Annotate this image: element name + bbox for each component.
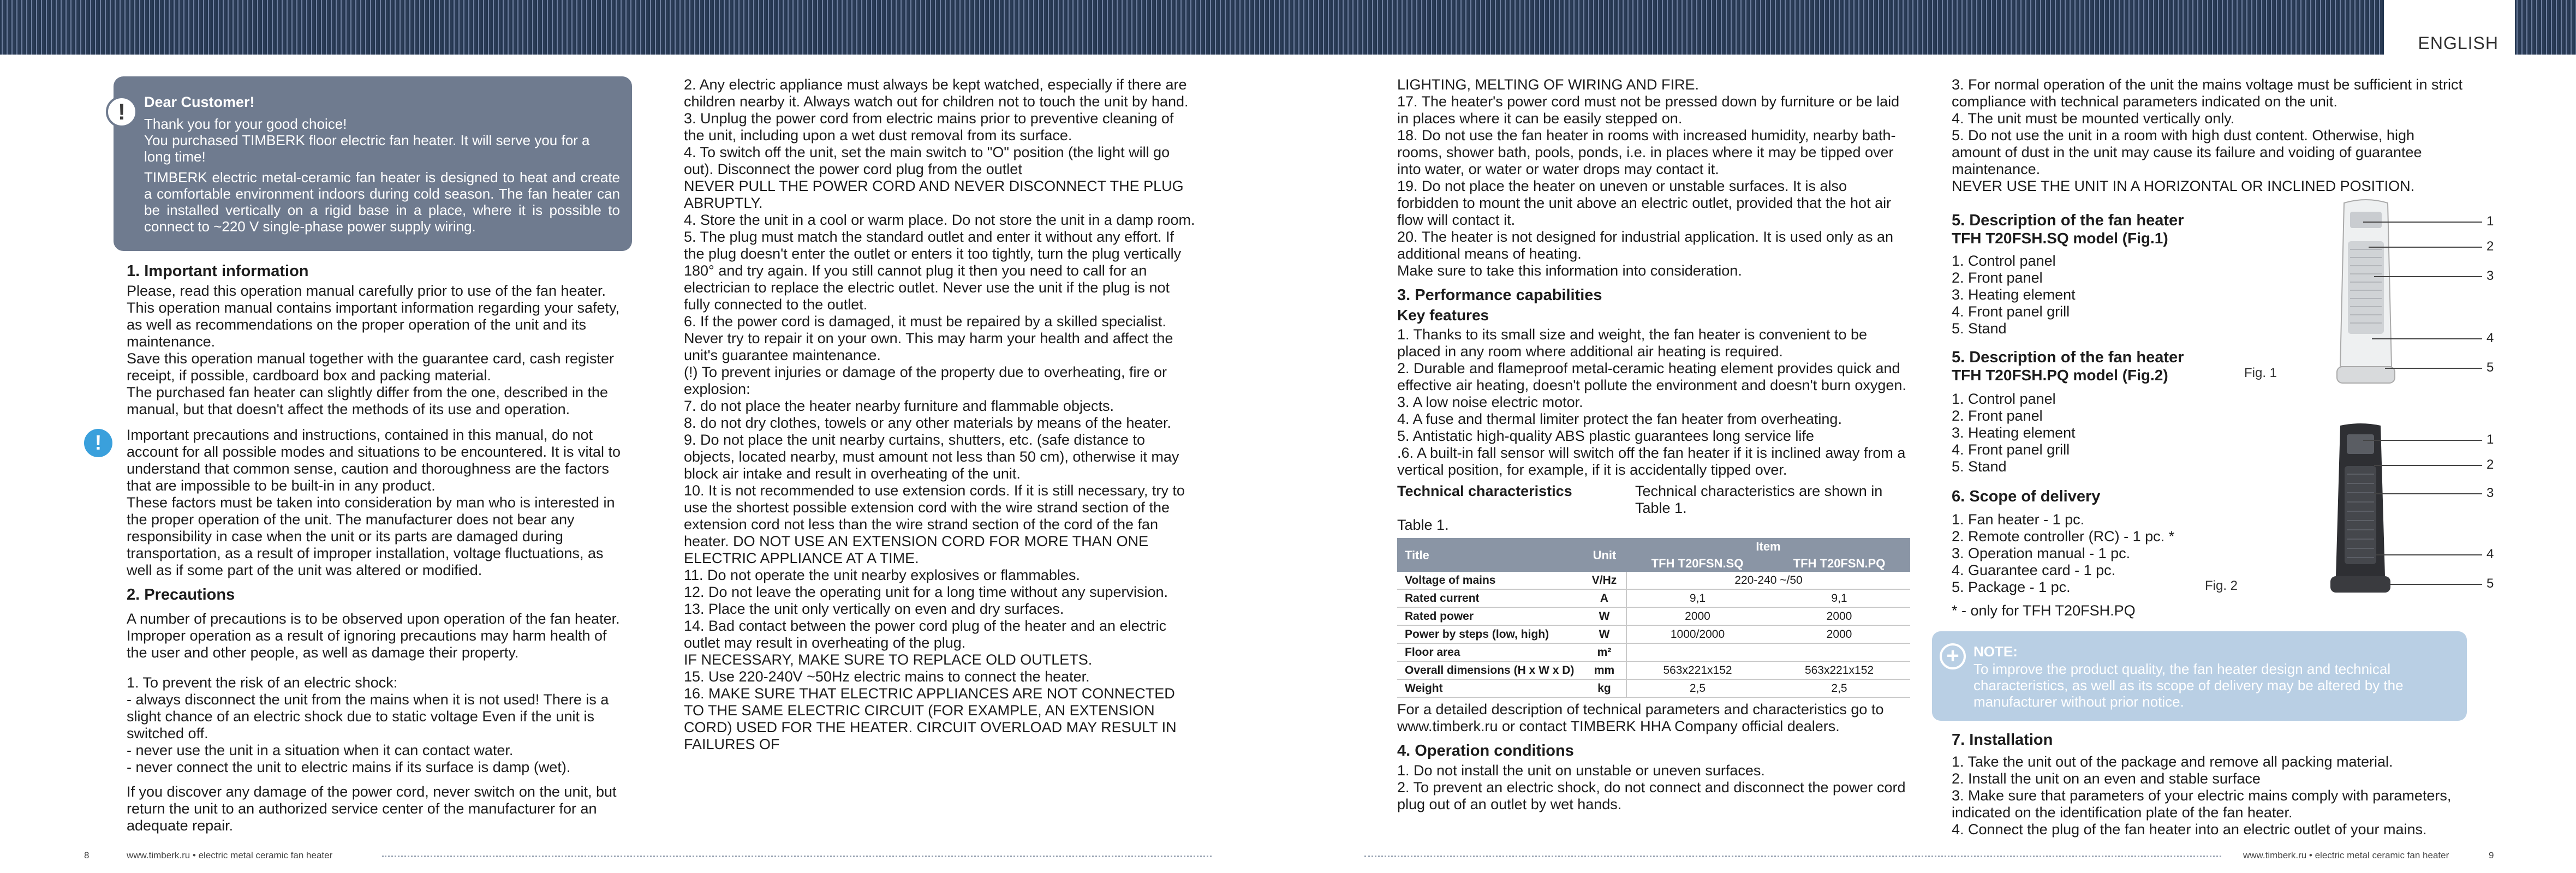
- cell-title: Rated current: [1397, 589, 1583, 607]
- cond-3: 3. For normal operation of the unit the mains voltage must be sufficient in strict compliance with technical parameters indicated on the unit.: [1952, 76, 2462, 110]
- cell-pq: 2000: [1768, 607, 1910, 625]
- callout-num: 1: [2486, 214, 2494, 229]
- item-16-cont: LIGHTING, MELTING OF WIRING AND FIRE.: [1397, 76, 1700, 93]
- item-2: 2. Any electric appliance must always be kept watched, especially if there are children nearby it. Always watch out for children not to touch the unit by hand.: [684, 76, 1189, 110]
- section5a-model: TFH T20FSH.SQ model (Fig.1): [1952, 230, 2168, 247]
- item-17: 17. The heater's power cord must not be pressed down by furniture or be laid in places where it can be easily stepped on.: [1397, 93, 1900, 127]
- column-3: [1397, 76, 1910, 813]
- install-3: 3. Make sure that parameters of your electric mains comply with parameters, indicated on the identification plate of the fan heater.: [1952, 787, 2452, 821]
- section3-title: 3. Performance capabilities: [1397, 286, 1602, 304]
- callout-num: 2: [2486, 239, 2494, 254]
- feature-3: 3. A low noise electric motor.: [1397, 394, 1583, 410]
- delivery-2: 2. Remote controller (RC) - 1 pc. *: [1952, 528, 2175, 545]
- left-footer-text: www.timberk.ru • electric metal ceramic fan heater: [127, 850, 333, 860]
- right-page-number: 9: [2489, 850, 2494, 860]
- delivery-4: 4. Guarantee card - 1 pc.: [1952, 562, 2116, 578]
- shock-1: - always disconnect the unit from the mains when it is not used! There is a slight chance of an electric shock due to static voltage Even if the unit is switched off.: [127, 691, 609, 742]
- cell-pq: 2,5: [1768, 679, 1910, 697]
- feature-6: .6. A built-in fall sensor will switch off the fan heater if it is inclined away from a vertical position, for example, if it is accidentally tipped over.: [1397, 445, 1906, 478]
- callout-num: 3: [2486, 268, 2494, 283]
- cell-sq: 2,5: [1626, 679, 1768, 697]
- cond-5: 5. Do not use the unit in a room with high dust content. Otherwise, high amount of dust in the unit may cause its failure and voiding of guarantee maintenance.: [1952, 127, 2422, 177]
- part-3: 3. Heating element: [1952, 286, 2076, 303]
- cell-pq: 2000: [1768, 625, 1910, 643]
- customer-line1: Thank you for your good choice!: [144, 116, 347, 132]
- cell-sq: 2000: [1626, 607, 1768, 625]
- section2-intro: A number of precautions is to be observed upon operation of the fan heater. Improper operation as a result of ignoring precautions may harm health of the user and other people, as well as damage their property.: [127, 611, 620, 661]
- feature-5: 5. Antistatic high-quality ABS plastic guarantees long service life: [1397, 428, 1814, 444]
- callout-num: 1: [2486, 432, 2494, 447]
- part-5: 5. Stand: [1952, 320, 2007, 337]
- column-1: [94, 76, 629, 834]
- callout-line: [2374, 276, 2482, 277]
- item-6: 6. If the power cord is damaged, it must be repaired by a skilled specialist. Never try to repair it on your own. This may harm your health and affect the unit's guarantee maintenance.: [684, 313, 1173, 363]
- only-pq-note: * - only for TFH T20FSH.PQ: [1952, 602, 2136, 619]
- section1-p4: These factors must be taken into consideration by man who is interested in the proper operation of the unit. The manufacturer does not bear any responsibility in case when the unit or its parts are damaged during transportation, as a result of improper installation, voltage fluctuations, as well as if some part of the unit was altered or modified.: [127, 494, 615, 578]
- item-4b: NEVER PULL THE POWER CORD AND NEVER DISCONNECT THE PLUG ABRUPTLY.: [684, 178, 1184, 211]
- section1-p2: Save this operation manual together with the guarantee card, cash register receipt, if possible, cardboard box and packing material.: [127, 350, 615, 384]
- cell-unit: m²: [1583, 643, 1626, 661]
- callout-num: 2: [2486, 457, 2494, 472]
- part-2b: 2. Front panel: [1952, 408, 2043, 424]
- part-3b: 3. Heating element: [1952, 424, 2076, 441]
- col-unit-header: Unit: [1583, 538, 1626, 572]
- part-5b: 5. Stand: [1952, 458, 2007, 475]
- cell-pq: 563x221x152: [1768, 661, 1910, 679]
- callout-line: [2385, 368, 2482, 369]
- table-footnote: For a detailed description of technical parameters and characteristics go to www.timberk.ru or contact TIMBERK HHA Company official dealers.: [1397, 701, 1884, 734]
- cell-unit: W: [1583, 607, 1626, 625]
- fan-heater-dark-image: [2325, 422, 2396, 597]
- cell-unit: A: [1583, 589, 1626, 607]
- install-2: 2. Install the unit on an even and stable surface: [1952, 770, 2261, 787]
- operation-2: 2. To prevent an electric shock, do not connect and disconnect the power cord plug out of an outlet by wet hands.: [1397, 779, 1906, 812]
- item-20: 20. The heater is not designed for industrial application. It is used only as an additional means of heating.: [1397, 229, 1894, 262]
- cell-title: Voltage of mains: [1397, 572, 1583, 589]
- callout-line: [2374, 465, 2482, 466]
- section2-title: 2. Precautions: [127, 586, 235, 603]
- item-19: 19. Do not place the heater on uneven or unstable surfaces. It is also forbidden to mount the unit above an electric outlet, provided that the hot air flow will contact it.: [1397, 178, 1892, 228]
- item-15: 15. Use 220-240V ~50Hz electric mains to connect the heater.: [684, 668, 1090, 685]
- item-13: 13. Place the unit only vertically on even and dry surfaces.: [684, 601, 1064, 617]
- cond-4: 4. The unit must be mounted vertically only.: [1952, 110, 2235, 127]
- cond-6: NEVER USE THE UNIT IN A HORIZONTAL OR INCLINED POSITION.: [1952, 178, 2415, 194]
- part-1b: 1. Control panel: [1952, 391, 2056, 407]
- fan-heater-white-image: [2330, 198, 2401, 388]
- fig1-label: Fig. 1: [2244, 366, 2277, 380]
- table-row: [1397, 625, 1910, 643]
- cell-unit: W: [1583, 625, 1626, 643]
- feature-4: 4. A fuse and thermal limiter protect the fan heater from overheating.: [1397, 411, 1842, 427]
- note-box: [1932, 631, 2467, 721]
- part-1: 1. Control panel: [1952, 253, 2056, 269]
- customer-line2: You purchased TIMBERK floor electric fan heater. It will serve you for a long time!: [144, 132, 590, 165]
- part-4b: 4. Front panel grill: [1952, 441, 2070, 458]
- language-tab: [2384, 0, 2515, 55]
- plus-icon: +: [1940, 643, 1966, 669]
- callout-num: 3: [2486, 486, 2494, 500]
- callout-line: [2374, 493, 2482, 494]
- delivery-1: 1. Fan heater - 1 pc.: [1952, 511, 2085, 528]
- key-features-title: Key features: [1397, 307, 1489, 324]
- cell-unit: V/Hz: [1583, 572, 1626, 589]
- item-14b: IF NECESSARY, MAKE SURE TO REPLACE OLD OUTLETS.: [684, 651, 1093, 668]
- delivery-5: 5. Package - 1 pc.: [1952, 579, 2071, 595]
- table-row: [1397, 607, 1910, 625]
- feature-1: 1. Thanks to its small size and weight, the fan heater is convenient to be placed in any room where additional air heating is required.: [1397, 326, 1867, 360]
- section7-title: 7. Installation: [1952, 731, 2053, 749]
- tech-table: [1397, 538, 1910, 698]
- col-title-header: Title: [1397, 538, 1583, 572]
- item-20b: Make sure to take this information into consideration.: [1397, 262, 1742, 279]
- callout-num: 5: [2486, 576, 2494, 591]
- right-footer-text: www.timberk.ru • electric metal ceramic fan heater: [2243, 850, 2449, 860]
- section5b-title: 5. Description of the fan heater: [1952, 349, 2184, 366]
- part-2: 2. Front panel: [1952, 270, 2043, 286]
- section6-title: 6. Scope of delivery: [1952, 488, 2101, 505]
- section5b-model: TFH T20FSH.PQ model (Fig.2): [1952, 367, 2168, 384]
- shock-2: - never use the unit in a situation when it can contact water.: [127, 742, 514, 758]
- callout-line: [2363, 440, 2482, 441]
- cell-sq: 563x221x152: [1626, 661, 1768, 679]
- item-11: 11. Do not operate the unit nearby explosives or flammables.: [684, 567, 1080, 583]
- cell-title: Floor area: [1397, 643, 1583, 661]
- table-row: [1397, 661, 1910, 679]
- section1-info: Important precautions and instructions, contained in this manual, do not account for all possible modes and situations to be encountered. It is vital to understand that common sense, caution and thoroughness are the factors that are impossible to be built-in in any product.: [127, 427, 621, 494]
- item-6b: (!) To prevent injuries or damage of the property due to overheating, fire or explosion:: [684, 364, 1167, 397]
- install-4: 4. Connect the plug of the fan heater into an electric outlet of your mains.: [1952, 821, 2427, 838]
- damage-text: If you discover any damage of the power cord, never switch on the unit, but return the unit to an authorized service center of the manufacturer for an adequate repair.: [127, 784, 617, 834]
- info-icon: !: [84, 429, 112, 457]
- shock-title: 1. To prevent the risk of an electric shock:: [127, 674, 398, 691]
- cell-sq: 9,1: [1626, 589, 1768, 607]
- item-12: 12. Do not leave the operating unit for a long time without any supervision.: [684, 584, 1168, 600]
- cell-unit: mm: [1583, 661, 1626, 679]
- item-4c: 4. Store the unit in a cool or warm place. Do not store the unit in a damp room.: [684, 212, 1195, 228]
- item-7: 7. do not place the heater nearby furniture and flammable objects.: [684, 398, 1114, 414]
- footer-dots: [382, 856, 1212, 857]
- left-page-number: 8: [84, 850, 90, 860]
- cell-title: Overall dimensions (H x W x D): [1397, 661, 1583, 679]
- customer-title: Dear Customer!: [144, 94, 255, 110]
- tech-text: Technical characteristics are shown in Table 1.: [1635, 483, 1883, 516]
- item-10: 10. It is not recommended to use extension cords. If it is still necessary, try to use the shortest possible extension cord with the wire strand section of the extension cord not less than the wire strand section of the cord of the fan heater. DO NOT USE AN EXTENSION CORD FOR MORE THAN ONE ELECTRIC APPLIANCE AT A TIME.: [684, 482, 1185, 566]
- install-1: 1. Take the unit out of the package and remove all packing material.: [1952, 754, 2393, 770]
- callout-line: [2372, 338, 2482, 339]
- section1-p3: The purchased fan heater can slightly differ from the one, described in the manual, but that doesn't affect the methods of its use and operation.: [127, 384, 609, 417]
- item-14a: 14. Bad contact between the power cord plug of the heater and an electric outlet may result in overheating of the plug.: [684, 618, 1167, 651]
- table-row: [1397, 643, 1910, 661]
- item-9: 9. Do not place the unit nearby curtains, shutters, etc. (safe distance to objects, located nearby, must amount not less than 50 cm), otherwise it may block air intake and result in overheating of the unit.: [684, 432, 1179, 482]
- cell-title: Weight: [1397, 679, 1583, 697]
- item-4a: 4. To switch off the unit, set the main switch to "O" position (the light will go out). Disconnect the power cord plug from the outlet: [684, 144, 1170, 177]
- cell-sq: [1626, 643, 1768, 661]
- col-pq-header: TFH T20FSN.PQ: [1768, 555, 1910, 572]
- cell-merged: 220-240 ~/50: [1626, 572, 1910, 589]
- exclamation-icon: !: [106, 96, 138, 128]
- callout-num: 4: [2486, 331, 2494, 345]
- note-title: NOTE:: [1973, 643, 2018, 660]
- section1-title: 1. Important information: [127, 262, 309, 280]
- section1-p1: Please, read this operation manual carefully prior to use of the fan heater. This operation manual contains important information regarding your safety, as well as recommendations on the proper operation of the unit and its maintenance.: [127, 283, 619, 350]
- item-16: 16. MAKE SURE THAT ELECTRIC APPLIANCES ARE NOT CONNECTED TO THE SAME ELECTRIC CIRCUIT (FOR EXAMPLE, AN EXTENSION CORD) USED FOR THE HEATER. CIRCUIT OVERLOAD MAY RESULT IN FAILURES OF: [684, 685, 1177, 752]
- table-label: Table 1.: [1397, 517, 1449, 533]
- callout-line: [2369, 247, 2482, 248]
- delivery-3: 3. Operation manual - 1 pc.: [1952, 545, 2131, 561]
- section5a-title: 5. Description of the fan heater: [1952, 212, 2184, 229]
- fig2-label: Fig. 2: [2205, 578, 2238, 593]
- callout-num: 5: [2486, 360, 2494, 375]
- part-4: 4. Front panel grill: [1952, 303, 2070, 320]
- customer-box: [114, 76, 632, 251]
- cell-unit: kg: [1583, 679, 1626, 697]
- table-row: [1397, 589, 1910, 607]
- feature-2: 2. Durable and flameproof metal-ceramic heating element provides quick and effective air heating, doesn't pollute the environment and doesn't burn oxygen.: [1397, 360, 1906, 393]
- customer-body: TIMBERK electric metal-ceramic fan heater is designed to heat and create a comfortable environment indoors during cold season. The fan heater can be installed vertically on a rigid base in a place, where it is possible to connect to ~220 V single-phase power supply wiring.: [144, 169, 620, 235]
- col-sq-header: TFH T20FSN.SQ: [1626, 555, 1768, 572]
- language-label: ENGLISH: [2418, 33, 2499, 53]
- tech-title: Technical characteristics: [1397, 483, 1572, 499]
- item-8: 8. do not dry clothes, towels or any other materials by means of the heater.: [684, 415, 1171, 431]
- header-band: [0, 0, 2576, 55]
- table-row: [1397, 679, 1910, 697]
- item-5: 5. The plug must match the standard outlet and enter it without any effort. If the plug doesn't enter the outlet or enters it too tightly, turn the plug vertically 180° and try again. If you still cannot plug it then you need to call for an electrician to replace the electric outlet. Never use the unit if the plug is not fully connected to the outlet.: [684, 229, 1182, 313]
- item-18: 18. Do not use the fan heater in rooms with increased humidity, nearby bath-rooms, shower bath, pools, ponds, i.e. in places where it may be tipped over into water, or water or water drops may contact it.: [1397, 127, 1896, 177]
- cell-pq: 9,1: [1768, 589, 1910, 607]
- callout-num: 4: [2486, 547, 2494, 561]
- column-2: [684, 76, 1197, 753]
- operation-1: 1. Do not install the unit on unstable or uneven surfaces.: [1397, 762, 1765, 779]
- item-3: 3. Unplug the power cord from electric mains prior to preventive cleaning of the unit, including upon a wet dust removal from its surface.: [684, 110, 1174, 143]
- callout-line: [2376, 554, 2482, 555]
- info-block: [94, 427, 629, 494]
- footer-dots: [1364, 856, 2221, 857]
- shock-3: - never connect the unit to electric mains if its surface is damp (wet).: [127, 759, 571, 775]
- cell-title: Rated power: [1397, 607, 1583, 625]
- section4-title: 4. Operation conditions: [1397, 742, 1574, 760]
- cell-pq: [1768, 643, 1910, 661]
- footer: [0, 850, 2576, 872]
- col-item-header: Item: [1626, 538, 1910, 555]
- callout-line: [2363, 222, 2482, 223]
- cell-sq: 1000/2000: [1626, 625, 1768, 643]
- note-text: To improve the product quality, the fan heater design and technical characteristics, as well as its scope of delivery may be altered by the manufacturer without prior notice.: [1973, 661, 2404, 710]
- cell-title: Power by steps (low, high): [1397, 625, 1583, 643]
- table-row: [1397, 572, 1910, 589]
- callout-line: [2390, 584, 2482, 585]
